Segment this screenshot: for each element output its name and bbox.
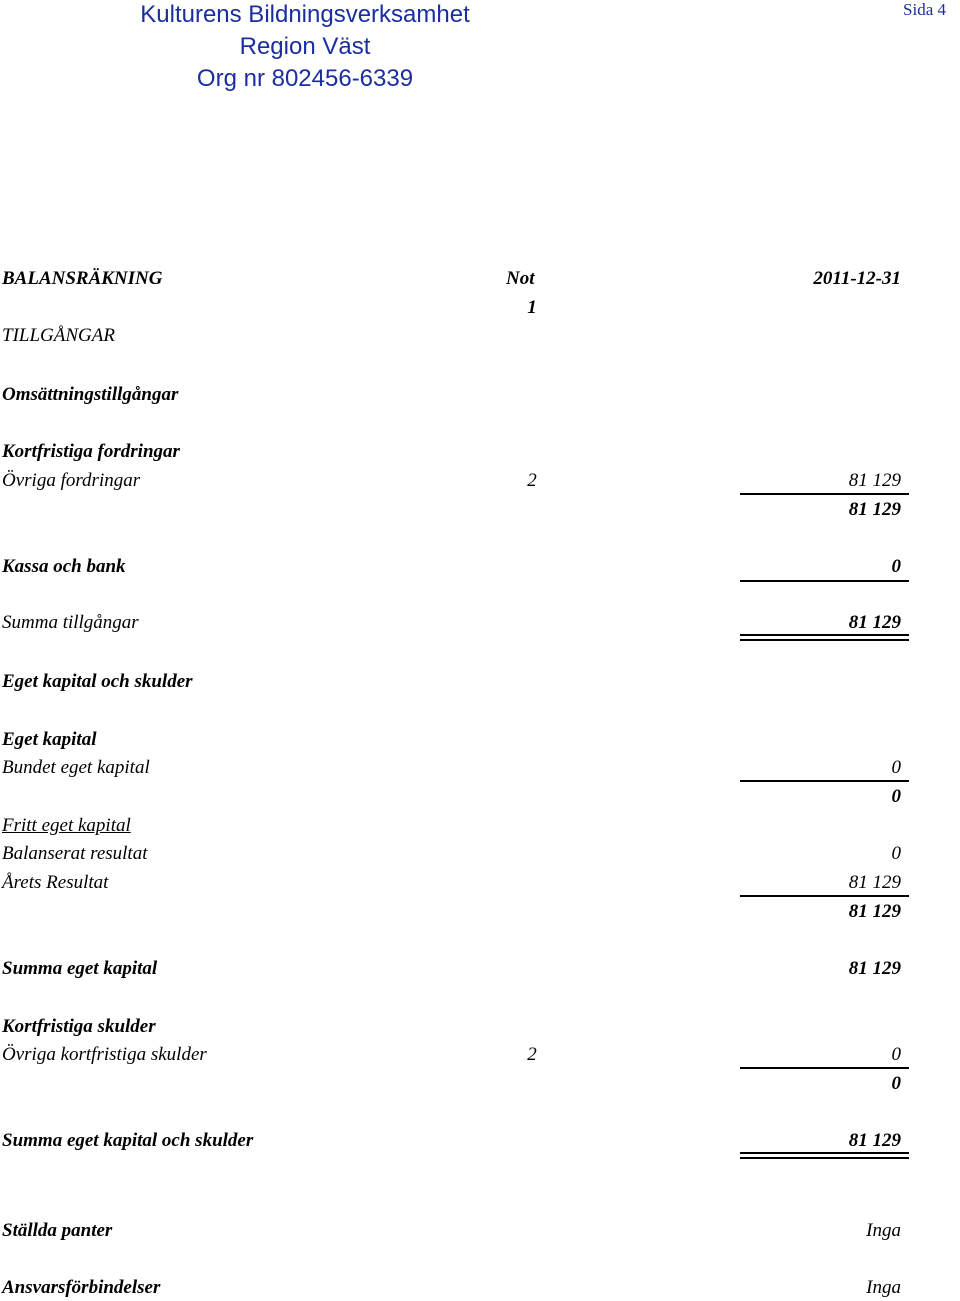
section-eget-kapital-och-skulder: Eget kapital och skulder (2, 671, 193, 692)
row-amount: 81 129 (848, 958, 901, 979)
row-label: Ställda panter (2, 1220, 113, 1241)
row-label: Kassa och bank (2, 556, 126, 577)
sum-rule (740, 580, 909, 582)
row-note: 2 (527, 470, 537, 491)
row-value: Inga (866, 1277, 901, 1298)
section-kortfristiga-skulder: Kortfristiga skulder (2, 1016, 156, 1037)
org-name: Kulturens Bildningsverksamhet (140, 1, 470, 28)
balance-title: BALANSRÄKNING (2, 268, 163, 289)
row-label: Summa eget kapital (2, 958, 158, 979)
row-label: Summa eget kapital och skulder (2, 1130, 254, 1151)
sum-rule (740, 493, 909, 495)
row-amount: 81 129 (848, 872, 901, 893)
sum-rule (740, 1067, 909, 1069)
subtotal-amount: 81 129 (848, 901, 901, 922)
section-kortfristiga-fordringar: Kortfristiga fordringar (2, 441, 180, 462)
row-amount: 81 129 (848, 1130, 901, 1151)
not-header: Not (506, 268, 535, 289)
subtotal-amount: 81 129 (848, 499, 901, 520)
row-note: 2 (527, 1044, 537, 1065)
row-amount: 0 (891, 1044, 901, 1065)
section-eget-kapital: Eget kapital (2, 729, 97, 750)
date-header: 2011-12-31 (813, 268, 901, 289)
row-label: Övriga fordringar (2, 470, 141, 491)
note-reference: 1 (527, 297, 537, 318)
subtotal-amount: 0 (891, 786, 901, 807)
row-amount: 0 (891, 757, 901, 778)
row-label: Balanserat resultat (2, 843, 148, 864)
row-amount: 0 (891, 556, 901, 577)
row-label: Summa tillgångar (2, 612, 139, 633)
sum-rule (740, 895, 909, 897)
region-name: Region Väst (239, 33, 371, 60)
row-label: Övriga kortfristiga skulder (2, 1044, 207, 1065)
row-label: Årets Resultat (2, 872, 109, 893)
double-rule (740, 634, 909, 641)
row-amount: 81 129 (848, 470, 901, 491)
section-fritt-eget-kapital: Fritt eget kapital (2, 815, 131, 836)
sum-rule (740, 780, 909, 782)
row-amount: 0 (891, 843, 901, 864)
subtotal-amount: 0 (891, 1073, 901, 1094)
row-label: Bundet eget kapital (2, 757, 150, 778)
org-number: Org nr 802456-6339 (196, 65, 414, 92)
row-label: Ansvarsförbindelser (2, 1277, 161, 1298)
section-tillgangar: TILLGÅNGAR (2, 325, 115, 346)
page-number: Sida 4 (903, 0, 946, 19)
section-omsattning: Omsättningstillgångar (2, 384, 179, 405)
row-value: Inga (866, 1220, 901, 1241)
row-amount: 81 129 (848, 612, 901, 633)
double-rule (740, 1152, 909, 1159)
